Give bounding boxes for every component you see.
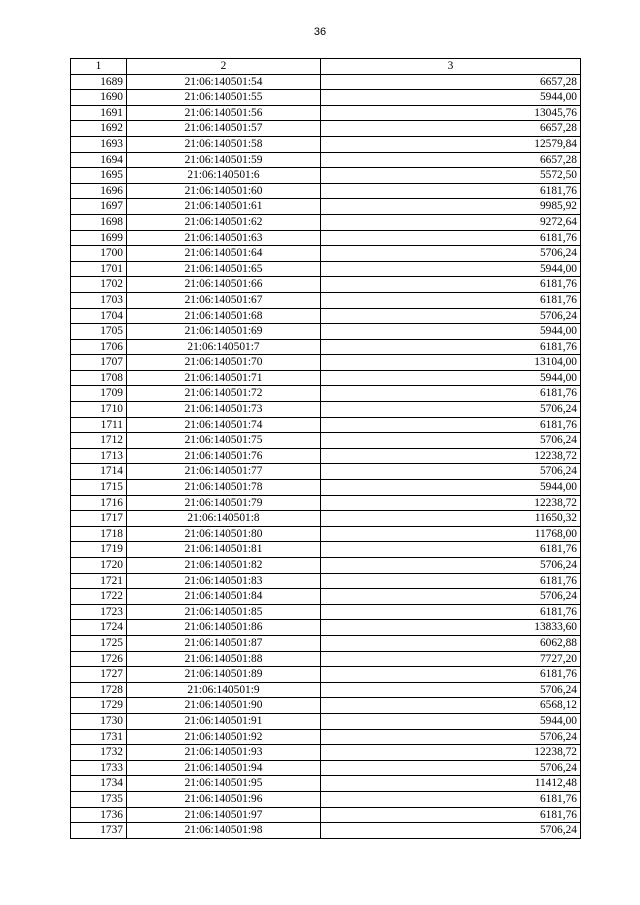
- cadastral-number-cell: 21:06:140501:86: [127, 620, 321, 636]
- table-row: [71, 199, 581, 215]
- row-number-cell: 1689: [71, 74, 127, 90]
- row-number-cell: 1709: [71, 386, 127, 402]
- cadastral-value-cell: 13104,00: [321, 355, 581, 371]
- cadastral-value-cell: 13833,60: [321, 620, 581, 636]
- row-number-cell: 1718: [71, 526, 127, 542]
- cadastral-number-cell: 21:06:140501:98: [127, 823, 321, 839]
- row-number-cell: 1722: [71, 589, 127, 605]
- cadastral-number-cell: 21:06:140501:64: [127, 246, 321, 262]
- cadastral-value-cell: 6062,88: [321, 635, 581, 651]
- table-row: [71, 417, 581, 433]
- cadastral-value-cell: 6181,76: [321, 292, 581, 308]
- cadastral-value-cell: 5706,24: [321, 433, 581, 449]
- row-number-cell: 1705: [71, 324, 127, 340]
- table-row: [71, 308, 581, 324]
- table-row: [71, 573, 581, 589]
- table-row: [71, 433, 581, 449]
- table-row: [71, 214, 581, 230]
- cadastral-number-cell: 21:06:140501:84: [127, 589, 321, 605]
- cadastral-value-cell: 9985,92: [321, 199, 581, 215]
- table-row: [71, 651, 581, 667]
- row-number-cell: 1737: [71, 823, 127, 839]
- cadastral-value-cell: 6181,76: [321, 183, 581, 199]
- table-row: [71, 464, 581, 480]
- cadastral-number-cell: 21:06:140501:80: [127, 526, 321, 542]
- cadastral-value-cell: 6181,76: [321, 386, 581, 402]
- row-number-cell: 1695: [71, 168, 127, 184]
- row-number-cell: 1719: [71, 542, 127, 558]
- cadastral-number-cell: 21:06:140501:95: [127, 776, 321, 792]
- table-row: [71, 589, 581, 605]
- table-row: [71, 713, 581, 729]
- table-row: [71, 121, 581, 137]
- cadastral-value-cell: 9272,64: [321, 214, 581, 230]
- table-row: [71, 745, 581, 761]
- row-number-cell: 1700: [71, 246, 127, 262]
- cadastral-value-cell: 5706,24: [321, 246, 581, 262]
- cadastral-value-cell: 6181,76: [321, 417, 581, 433]
- row-number-cell: 1696: [71, 183, 127, 199]
- row-number-cell: 1713: [71, 448, 127, 464]
- cadastral-number-cell: 21:06:140501:68: [127, 308, 321, 324]
- cadastral-number-cell: 21:06:140501:78: [127, 480, 321, 496]
- cadastral-number-cell: 21:06:140501:76: [127, 448, 321, 464]
- row-number-cell: 1710: [71, 402, 127, 418]
- row-number-cell: 1729: [71, 698, 127, 714]
- row-number-cell: 1728: [71, 682, 127, 698]
- cadastral-number-cell: 21:06:140501:61: [127, 199, 321, 215]
- row-number-cell: 1724: [71, 620, 127, 636]
- cadastral-value-cell: 11412,48: [321, 776, 581, 792]
- cadastral-number-cell: 21:06:140501:63: [127, 230, 321, 246]
- cadastral-number-cell: 21:06:140501:77: [127, 464, 321, 480]
- row-number-cell: 1706: [71, 339, 127, 355]
- table-row: [71, 183, 581, 199]
- table-row: [71, 791, 581, 807]
- cadastral-value-cell: 5706,24: [321, 402, 581, 418]
- table-row: [71, 74, 581, 90]
- cadastral-number-cell: 21:06:140501:79: [127, 495, 321, 511]
- cadastral-value-cell: 6181,76: [321, 339, 581, 355]
- cadastral-value-cell: 5944,00: [321, 713, 581, 729]
- cadastral-number-cell: 21:06:140501:88: [127, 651, 321, 667]
- cadastral-number-cell: 21:06:140501:75: [127, 433, 321, 449]
- cadastral-value-cell: 12579,84: [321, 136, 581, 152]
- cadastral-number-cell: 21:06:140501:72: [127, 386, 321, 402]
- row-number-cell: 1734: [71, 776, 127, 792]
- table-row: [71, 776, 581, 792]
- table-row: [71, 542, 581, 558]
- row-number-cell: 1693: [71, 136, 127, 152]
- row-number-cell: 1694: [71, 152, 127, 168]
- table-row: [71, 246, 581, 262]
- cadastral-value-cell: 6181,76: [321, 573, 581, 589]
- row-number-cell: 1727: [71, 667, 127, 683]
- row-number-cell: 1699: [71, 230, 127, 246]
- table-row: [71, 760, 581, 776]
- row-number-cell: 1730: [71, 713, 127, 729]
- row-number-cell: 1736: [71, 807, 127, 823]
- table-row: [71, 90, 581, 106]
- cadastral-value-cell: 12238,72: [321, 745, 581, 761]
- row-number-cell: 1723: [71, 604, 127, 620]
- cadastral-value-cell: 6568,12: [321, 698, 581, 714]
- cadastral-number-cell: 21:06:140501:58: [127, 136, 321, 152]
- cadastral-number-cell: 21:06:140501:54: [127, 74, 321, 90]
- cadastral-value-cell: 5706,24: [321, 823, 581, 839]
- cadastral-number-cell: 21:06:140501:66: [127, 277, 321, 293]
- table-row: [71, 480, 581, 496]
- cadastral-value-cell: 12238,72: [321, 448, 581, 464]
- table-row: [71, 667, 581, 683]
- cadastral-value-cell: 6181,76: [321, 667, 581, 683]
- row-number-cell: 1698: [71, 214, 127, 230]
- row-number-cell: 1711: [71, 417, 127, 433]
- cadastral-value-cell: 5944,00: [321, 370, 581, 386]
- cadastral-value-cell: 5572,50: [321, 168, 581, 184]
- column-header-1: 1: [71, 59, 127, 75]
- table-row: [71, 292, 581, 308]
- table-row: [71, 136, 581, 152]
- cadastral-number-cell: 21:06:140501:91: [127, 713, 321, 729]
- cadastral-number-cell: 21:06:140501:87: [127, 635, 321, 651]
- cadastral-number-cell: 21:06:140501:69: [127, 324, 321, 340]
- table-row: [71, 261, 581, 277]
- cadastral-number-cell: 21:06:140501:60: [127, 183, 321, 199]
- row-number-cell: 1697: [71, 199, 127, 215]
- table-row: [71, 230, 581, 246]
- cadastral-number-cell: 21:06:140501:7: [127, 339, 321, 355]
- row-number-cell: 1715: [71, 480, 127, 496]
- cadastral-value-cell: 12238,72: [321, 495, 581, 511]
- row-number-cell: 1707: [71, 355, 127, 371]
- cadastral-value-cell: 6181,76: [321, 230, 581, 246]
- cadastral-number-cell: 21:06:140501:89: [127, 667, 321, 683]
- cadastral-value-cell: 5944,00: [321, 90, 581, 106]
- row-number-cell: 1721: [71, 573, 127, 589]
- cadastral-number-cell: 21:06:140501:85: [127, 604, 321, 620]
- table-row: [71, 698, 581, 714]
- cadastral-number-cell: 21:06:140501:82: [127, 558, 321, 574]
- table-row: [71, 355, 581, 371]
- table-row: [71, 807, 581, 823]
- row-number-cell: 1732: [71, 745, 127, 761]
- row-number-cell: 1704: [71, 308, 127, 324]
- cadastral-value-cell: 5706,24: [321, 308, 581, 324]
- cadastral-value-cell: 5706,24: [321, 558, 581, 574]
- row-number-cell: 1703: [71, 292, 127, 308]
- cadastral-value-cell: 6181,76: [321, 604, 581, 620]
- cadastral-number-cell: 21:06:140501:67: [127, 292, 321, 308]
- cadastral-number-cell: 21:06:140501:92: [127, 729, 321, 745]
- cadastral-number-cell: 21:06:140501:81: [127, 542, 321, 558]
- row-number-cell: 1720: [71, 558, 127, 574]
- cadastral-value-cell: 6181,76: [321, 542, 581, 558]
- cadastral-number-cell: 21:06:140501:55: [127, 90, 321, 106]
- cadastral-value-cell: 5706,24: [321, 729, 581, 745]
- cadastral-number-cell: 21:06:140501:65: [127, 261, 321, 277]
- table-row: [71, 168, 581, 184]
- column-header-3: 3: [321, 59, 581, 75]
- table-row: [71, 448, 581, 464]
- cadastral-value-cell: 5706,24: [321, 760, 581, 776]
- row-number-cell: 1717: [71, 511, 127, 527]
- row-number-cell: 1712: [71, 433, 127, 449]
- row-number-cell: 1725: [71, 635, 127, 651]
- cadastral-number-cell: 21:06:140501:90: [127, 698, 321, 714]
- cadastral-number-cell: 21:06:140501:6: [127, 168, 321, 184]
- row-number-cell: 1733: [71, 760, 127, 776]
- cadastral-value-cell: 11768,00: [321, 526, 581, 542]
- row-number-cell: 1714: [71, 464, 127, 480]
- table-row: [71, 152, 581, 168]
- column-header-2: 2: [127, 59, 321, 75]
- cadastral-number-cell: 21:06:140501:93: [127, 745, 321, 761]
- row-number-cell: 1735: [71, 791, 127, 807]
- cadastral-number-cell: 21:06:140501:70: [127, 355, 321, 371]
- row-number-cell: 1692: [71, 121, 127, 137]
- cadastral-value-cell: 7727,20: [321, 651, 581, 667]
- cadastral-value-cell: 5944,00: [321, 261, 581, 277]
- table-row: [71, 386, 581, 402]
- cadastral-number-cell: 21:06:140501:97: [127, 807, 321, 823]
- table-row: [71, 511, 581, 527]
- table-row: [71, 402, 581, 418]
- cadastral-value-cell: 6181,76: [321, 807, 581, 823]
- table-row: [71, 526, 581, 542]
- cadastral-number-cell: 21:06:140501:96: [127, 791, 321, 807]
- cadastral-number-cell: 21:06:140501:94: [127, 760, 321, 776]
- table-row: [71, 729, 581, 745]
- cadastral-value-cell: 6657,28: [321, 74, 581, 90]
- row-number-cell: 1716: [71, 495, 127, 511]
- cadastral-value-cell: 5706,24: [321, 682, 581, 698]
- cadastral-number-cell: 21:06:140501:74: [127, 417, 321, 433]
- row-number-cell: 1702: [71, 277, 127, 293]
- cadastral-value-cell: 6657,28: [321, 121, 581, 137]
- cadastral-number-cell: 21:06:140501:59: [127, 152, 321, 168]
- table-row: [71, 635, 581, 651]
- cadastral-number-cell: 21:06:140501:8: [127, 511, 321, 527]
- row-number-cell: 1690: [71, 90, 127, 106]
- row-number-cell: 1708: [71, 370, 127, 386]
- cadastral-value-cell: 5706,24: [321, 464, 581, 480]
- table-row: [71, 339, 581, 355]
- table-row: [71, 495, 581, 511]
- cadastral-value-cell: 5706,24: [321, 589, 581, 605]
- table-header: [71, 59, 581, 75]
- row-number-cell: 1726: [71, 651, 127, 667]
- cadastral-value-cell: 11650,32: [321, 511, 581, 527]
- table-row: [71, 620, 581, 636]
- table-row: [71, 277, 581, 293]
- cadastral-value-cell: 5944,00: [321, 324, 581, 340]
- cadastral-value-cell: 13045,76: [321, 105, 581, 121]
- row-number-cell: 1731: [71, 729, 127, 745]
- page-number: 36: [313, 26, 327, 38]
- cadastral-value-table: [70, 58, 581, 839]
- row-number-cell: 1691: [71, 105, 127, 121]
- cadastral-value-cell: 6657,28: [321, 152, 581, 168]
- table-body: [71, 74, 581, 838]
- table-row: [71, 324, 581, 340]
- table-row: [71, 604, 581, 620]
- table-row: [71, 823, 581, 839]
- cadastral-number-cell: 21:06:140501:71: [127, 370, 321, 386]
- cadastral-value-cell: 6181,76: [321, 791, 581, 807]
- cadastral-number-cell: 21:06:140501:9: [127, 682, 321, 698]
- cadastral-number-cell: 21:06:140501:57: [127, 121, 321, 137]
- row-number-cell: 1701: [71, 261, 127, 277]
- header-row: [71, 59, 581, 75]
- table-row: [71, 370, 581, 386]
- cadastral-value-cell: 5944,00: [321, 480, 581, 496]
- cadastral-number-cell: 21:06:140501:73: [127, 402, 321, 418]
- cadastral-number-cell: 21:06:140501:56: [127, 105, 321, 121]
- cadastral-value-cell: 6181,76: [321, 277, 581, 293]
- cadastral-number-cell: 21:06:140501:62: [127, 214, 321, 230]
- cadastral-number-cell: 21:06:140501:83: [127, 573, 321, 589]
- table-row: [71, 558, 581, 574]
- table-row: [71, 682, 581, 698]
- table-row: [71, 105, 581, 121]
